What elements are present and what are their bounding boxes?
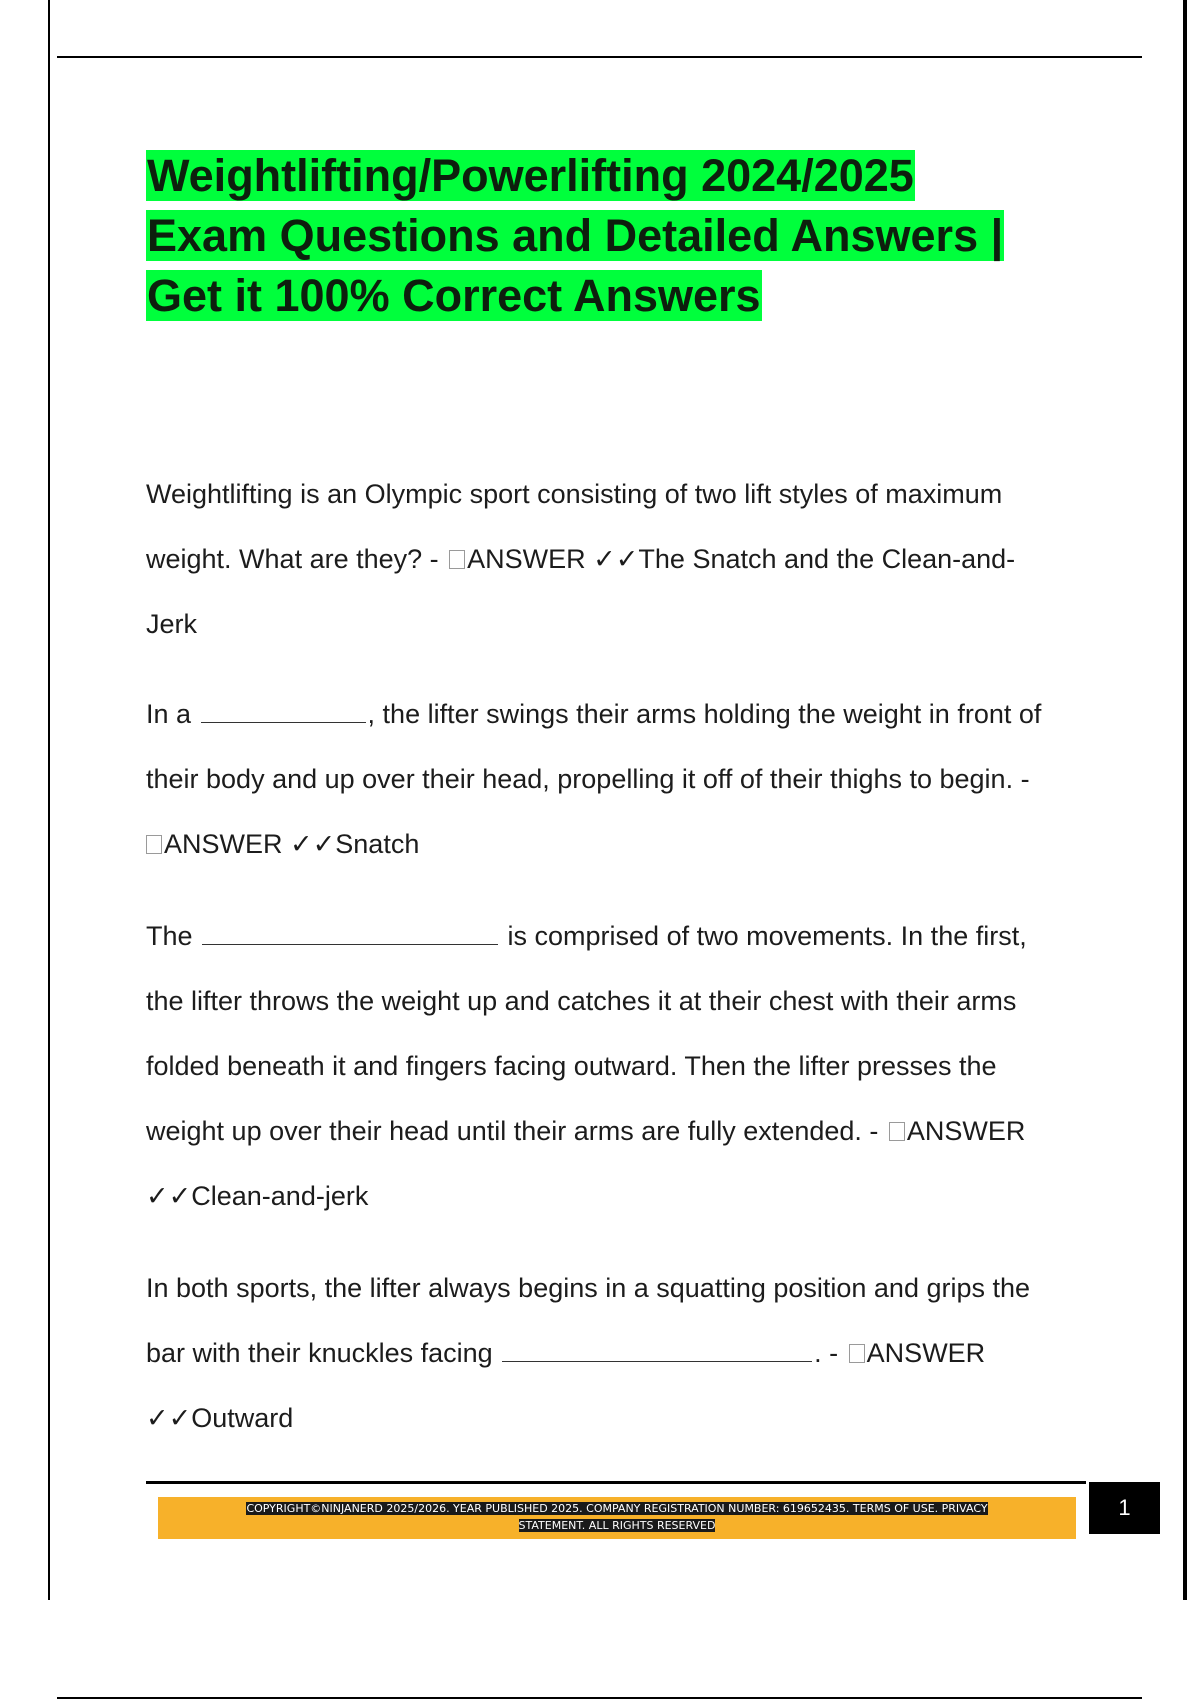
- answer-marker: ANSWER: [164, 829, 283, 859]
- question-3-line-5: [146, 1164, 1086, 1229]
- missing-glyph-box-icon: [889, 1122, 905, 1141]
- title-line-2: Exam Questions and Detailed Answers |: [147, 210, 1004, 261]
- copyright-line-2: STATEMENT. ALL RIGHTS RESERVED: [518, 1519, 716, 1532]
- header-rule: [57, 56, 1142, 58]
- question-2-suffix: , the lifter swings their arms holding the weight in front of: [367, 699, 1042, 729]
- page-border-left: [48, 0, 50, 1600]
- answer-text: Snatch: [335, 829, 420, 859]
- question-4: [146, 1256, 1086, 1451]
- answer-text: The Snatch and the Clean-and-: [638, 544, 1016, 574]
- check-marks-icon: ✓✓: [146, 1181, 192, 1211]
- question-4-line-2: [146, 1321, 1086, 1386]
- question-1: [146, 462, 1086, 657]
- page-border-right: [1183, 0, 1187, 1600]
- missing-glyph-box-icon: [449, 550, 465, 569]
- question-2: [146, 682, 1086, 877]
- missing-glyph-box-icon: [849, 1344, 865, 1363]
- question-3-suffix: is comprised of two movements. In the first,: [500, 921, 1027, 951]
- question-4-line-1: In both sports, the lifter always begins in a squatting position and grips the: [146, 1273, 1031, 1303]
- copyright-footer: [158, 1497, 1076, 1539]
- answer-marker: ANSWER: [866, 1338, 986, 1368]
- question-3-line-3: folded beneath it and fingers facing outward. Then the lifter presses the: [146, 1051, 997, 1081]
- answer-text: Outward: [191, 1403, 294, 1433]
- answer-marker: ANSWER: [906, 1116, 1026, 1146]
- answer-marker: ANSWER: [467, 544, 586, 574]
- fill-in-blank: [202, 924, 498, 945]
- check-marks-icon: ✓✓: [593, 544, 639, 574]
- next-page-rule: [57, 1697, 1142, 1699]
- question-1-text: weight. What are they? -: [146, 544, 447, 574]
- question-3-prefix: The: [146, 921, 201, 951]
- answer-text: Clean-and-jerk: [191, 1181, 369, 1211]
- question-1-line-2: [146, 527, 1086, 592]
- question-3: [146, 904, 1086, 1229]
- copyright-line-1: COPYRIGHT©NINJANERD 2025/2026. YEAR PUBLISHED 2025. COMPANY REGISTRATION NUMBER: 619652435. TERMS OF USE. PRIVACY: [246, 1502, 988, 1515]
- title-line-3: Get it 100% Correct Answers: [147, 270, 761, 321]
- document-title: [146, 146, 1106, 326]
- fill-in-blank: [201, 702, 366, 723]
- page-number: 1: [1089, 1482, 1160, 1534]
- check-marks-icon: ✓✓: [290, 829, 336, 859]
- question-4-line-3: [146, 1386, 1086, 1451]
- question-2-line-1: [146, 682, 1086, 747]
- question-2-line-3: [146, 812, 1086, 877]
- question-3-line-4: [146, 1099, 1086, 1164]
- question-2-line-2: their body and up over their head, propelling it off of their thighs to begin. -: [146, 764, 1030, 794]
- footer-rule: [146, 1481, 1086, 1484]
- question-3-text: weight up over their head until their arms are fully extended. -: [146, 1116, 886, 1146]
- check-marks-icon: ✓✓: [146, 1403, 192, 1433]
- question-2-prefix: In a: [146, 699, 199, 729]
- question-3-line-2: the lifter throws the weight up and catches it at their chest with their arms: [146, 986, 1017, 1016]
- question-1-line-1: Weightlifting is an Olympic sport consisting of two lift styles of maximum: [146, 479, 1003, 509]
- question-3-line-1: [146, 904, 1086, 969]
- missing-glyph-box-icon: [146, 835, 162, 854]
- fill-in-blank: [502, 1341, 812, 1362]
- question-1-line-3: Jerk: [146, 609, 198, 639]
- question-4-suffix: . -: [814, 1338, 846, 1368]
- question-4-prefix: bar with their knuckles facing: [146, 1338, 501, 1368]
- title-line-1: Weightlifting/Powerlifting 2024/2025: [147, 150, 914, 201]
